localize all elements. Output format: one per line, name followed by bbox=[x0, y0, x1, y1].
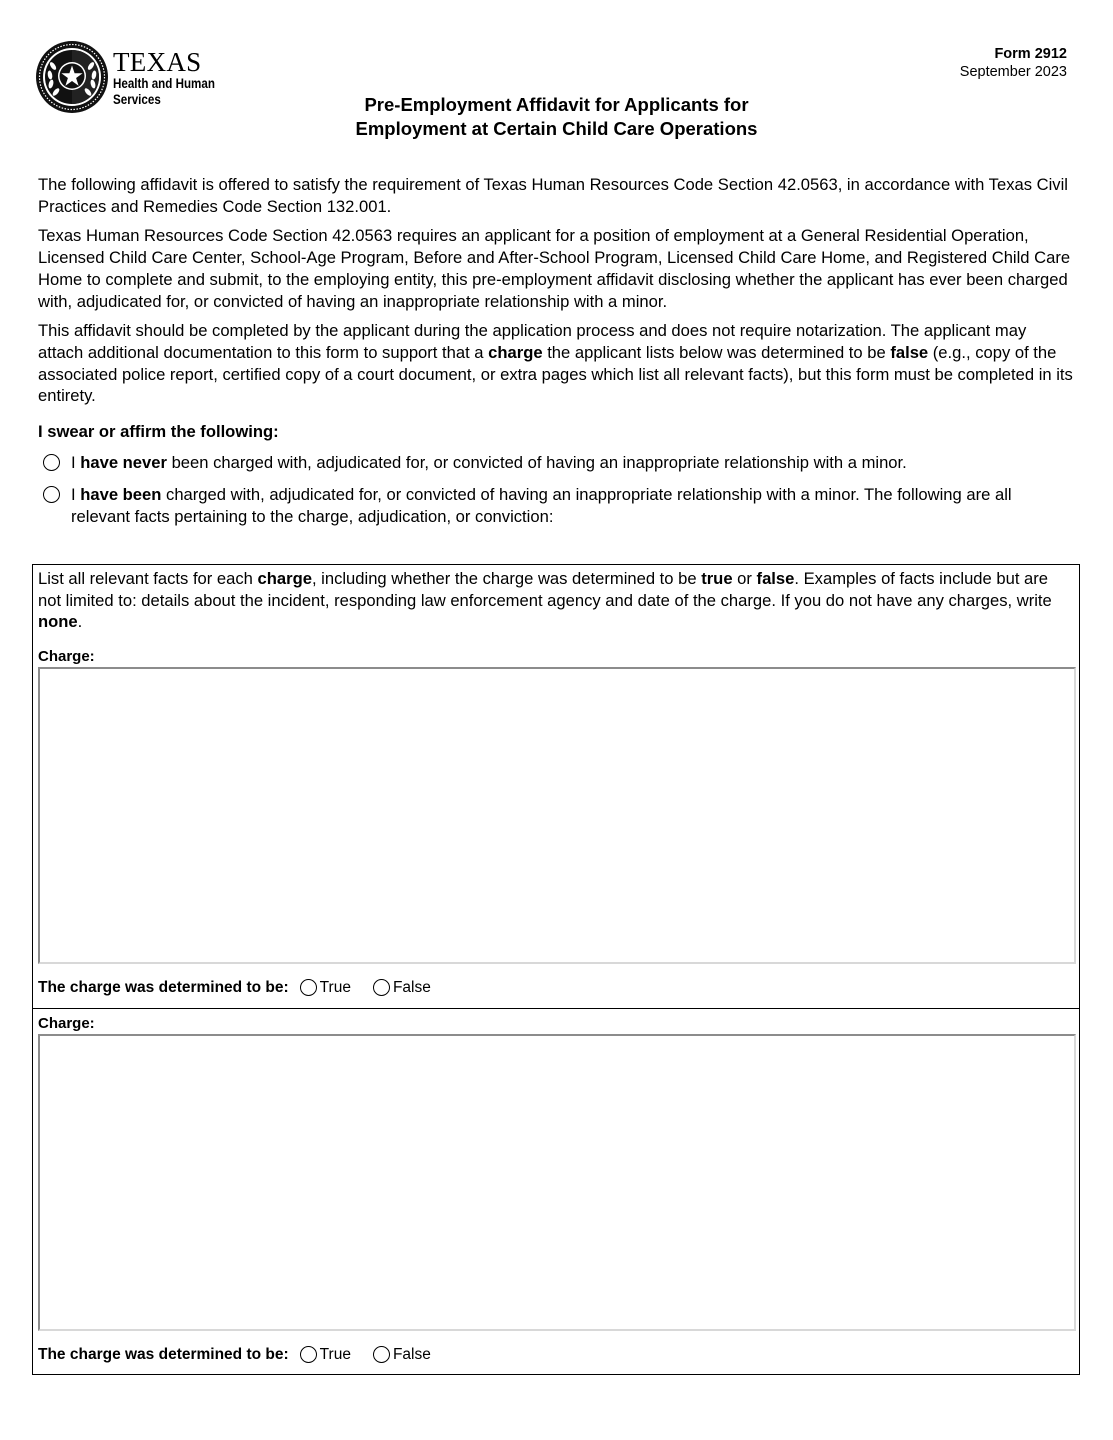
determination-label: The charge was determined to be: bbox=[38, 979, 289, 996]
instr-bold: none bbox=[38, 612, 78, 632]
charge-1-textarea[interactable] bbox=[38, 667, 1076, 964]
charge-2-true-option[interactable] bbox=[300, 1344, 351, 1366]
option-bold: have never bbox=[80, 452, 167, 472]
instr-bold: charge bbox=[257, 569, 312, 588]
intro-section bbox=[38, 174, 1073, 539]
instr-text: or bbox=[732, 569, 757, 588]
logo-subtitle-line1: Health and Human bbox=[113, 76, 215, 91]
charges-box bbox=[32, 564, 1080, 1375]
radio-have-been[interactable] bbox=[43, 486, 60, 503]
affirmation-option-never[interactable] bbox=[38, 452, 1073, 474]
false-label: False bbox=[392, 979, 431, 996]
true-label: True bbox=[319, 1346, 351, 1363]
charge-2-label: Charge: bbox=[38, 1015, 95, 1032]
option-bold: have been bbox=[80, 485, 162, 505]
instr-bold: false bbox=[756, 569, 795, 588]
radio-charge-2-true[interactable] bbox=[300, 1346, 317, 1363]
charge-1-true-option[interactable] bbox=[300, 977, 351, 999]
form-date: September 2023 bbox=[959, 64, 1067, 80]
instr-text: . bbox=[77, 612, 83, 632]
option-body: charged with, adjudicated for, or convicted of having an inappropriate relationship with a minor. The following are all relevant facts pertaining to the charge, adjudication, or conviction: bbox=[71, 485, 1012, 527]
charge-2-false-option[interactable] bbox=[373, 1344, 431, 1366]
title-line2: Employment at Certain Child Care Operations bbox=[355, 118, 758, 139]
option-prefix: I bbox=[71, 452, 81, 472]
charge-2-textarea[interactable] bbox=[38, 1034, 1076, 1331]
instr-text: . Examples of facts include but are not limited to: details about the incident, responding law enforcement agency and date of the charge. If you do not have any charges, write bbox=[38, 569, 1052, 610]
charge-1-false-option[interactable] bbox=[373, 977, 431, 999]
option-text bbox=[71, 452, 1073, 474]
radio-charge-1-false[interactable] bbox=[373, 979, 390, 996]
charge-1-label: Charge: bbox=[38, 648, 95, 665]
para3-text: the applicant lists below was determined to be bbox=[542, 342, 891, 362]
charge-1-determination bbox=[38, 977, 453, 999]
affirmation-heading: I swear or affirm the following: bbox=[38, 422, 279, 442]
instr-bold: true bbox=[701, 569, 733, 588]
intro-paragraph-3 bbox=[38, 320, 1073, 407]
charge-divider bbox=[33, 1008, 1079, 1009]
option-prefix: I bbox=[71, 485, 81, 505]
charge-2-determination bbox=[38, 1344, 453, 1366]
para3-bold-false: false bbox=[890, 342, 929, 362]
radio-charge-2-false[interactable] bbox=[373, 1346, 390, 1363]
logo-texas-text: TEXAS bbox=[113, 47, 202, 77]
false-label: False bbox=[392, 1346, 431, 1363]
affirmation-option-been[interactable] bbox=[38, 484, 1073, 527]
charges-instructions bbox=[38, 568, 1068, 633]
logo-subtitle-line2: Services bbox=[113, 92, 161, 107]
intro-paragraph-2: Texas Human Resources Code Section 42.0563 requires an applicant for a position of employment at a General Residential Operation, Licensed Child Care Center, School-Age Program, Before and After-School Program, Licensed Child Care Home, and Registered Child Care Home to complete and submit, to the employing entity, this pre-employment affidavit disclosing whether the applicant has ever been charged with, adjudicated for, or convicted of having an inappropriate relationship with a minor. bbox=[38, 226, 1071, 311]
instr-text: List all relevant facts for each bbox=[38, 569, 258, 588]
form-number: Form 2912 bbox=[994, 46, 1067, 62]
instr-text: , including whether the charge was determined to be bbox=[311, 569, 702, 588]
option-body: been charged with, adjudicated for, or convicted of having an inappropriate relationship with a minor. bbox=[166, 452, 907, 472]
page-title bbox=[0, 93, 1113, 141]
determination-label: The charge was determined to be: bbox=[38, 1346, 289, 1363]
option-text bbox=[71, 484, 1073, 527]
para3-bold-charge: charge bbox=[488, 342, 543, 362]
true-label: True bbox=[319, 979, 351, 996]
radio-have-never[interactable] bbox=[43, 454, 60, 471]
para3-text: This affidavit should be completed by the applicant during the application process and does not require notarization. The applicant may attach additional documentation to this form to support that a bbox=[38, 321, 1027, 362]
para3-text: (e.g., copy of the associated police report, certified copy of a court document, or extra pages which list all relevant facts), but this form must be completed in its entirety. bbox=[38, 342, 1073, 406]
radio-charge-1-true[interactable] bbox=[300, 979, 317, 996]
title-line1: Pre-Employment Affidavit for Applicants for bbox=[364, 94, 749, 115]
form-meta bbox=[960, 45, 1067, 81]
intro-paragraph-1: The following affidavit is offered to satisfy the requirement of Texas Human Resources Code Section 42.0563, in accordance with Texas Civil Practices and Remedies Code Section 132.001. bbox=[38, 175, 1068, 216]
